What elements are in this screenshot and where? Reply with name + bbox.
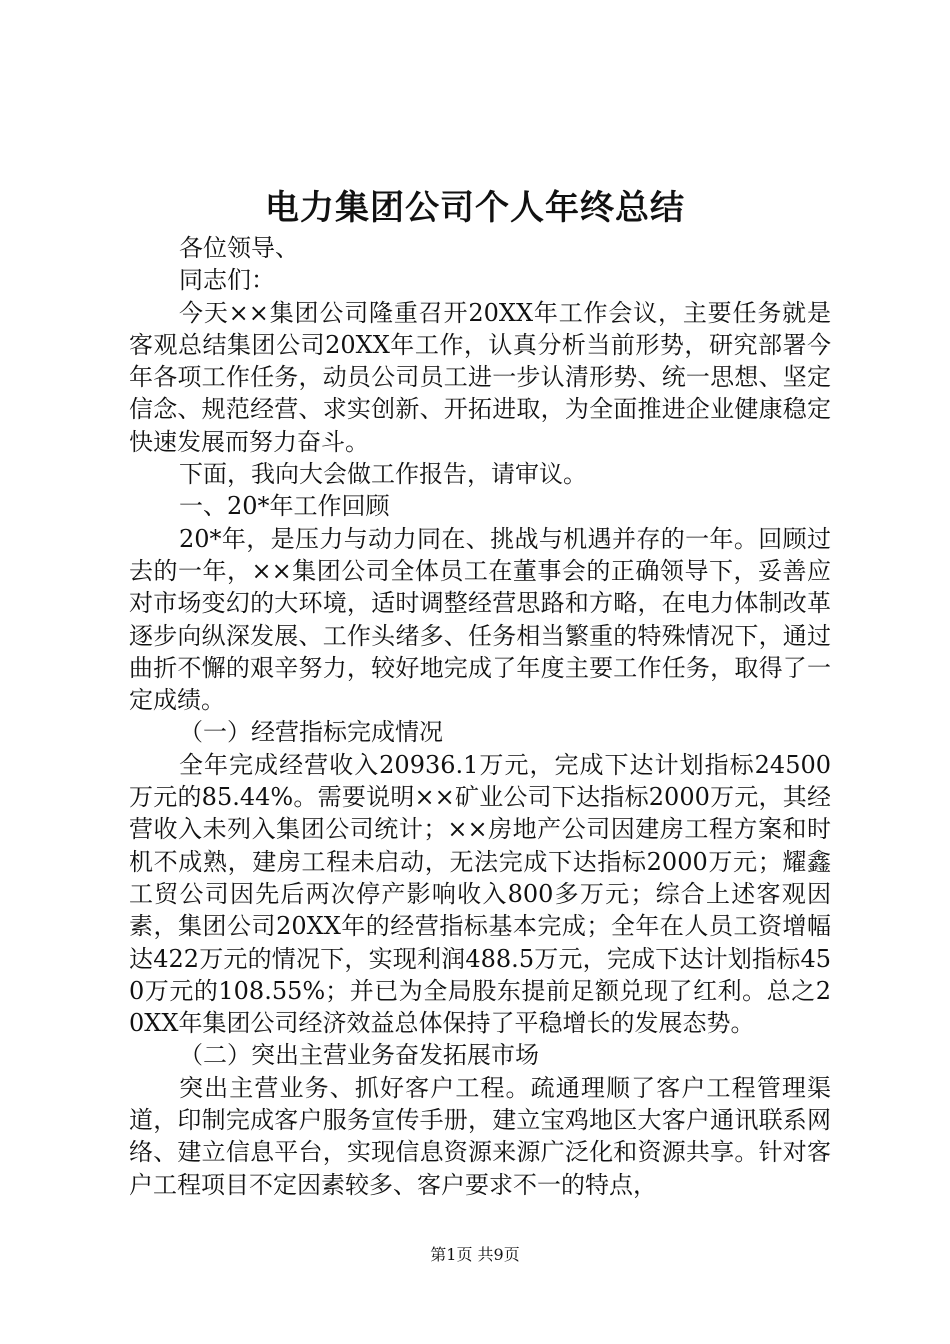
paragraph-review: 20*年，是压力与动力同在、挑战与机遇并存的一年。回顾过去的一年，××集团公司全体员工在董事会的正确领导下，妥善应对市场变幻的大环境，适时调整经营思路和方略，在电力体制改革逐步向纵深发展、工作头绪多、任务相当繁重的特殊情况下，通过曲折不懈的艰辛努力，较好地完成了年度主要工作任务，取得了一定成绩。 [129,524,831,715]
paragraph-business-indicators: 全年完成经营收入20936.1万元，完成下达计划指标24500万元的85.44%。需要说明××矿业公司下达指标2000万元，其经营收入未列入集团公司统计；××房地产公司因建房工程方案和时机不成熟，建房工程未启动，无法完成下达指标2000万元；耀鑫工贸公司因先后两次停产影响收入800多万元；综合上述客观因素，集团公司20XX年的经营指标基本完成；全年在人员工资增幅达422万元的情况下，实现利润488.5万元，完成下达计划指标450万元的108.55%；并已为全局股东提前足额兑现了红利。总之20XX年集团公司经济效益总体保持了平稳增长的发展态势。 [129,750,831,1038]
page-number: 第1页 共9页 [430,1245,520,1264]
document-body [129,232,831,1201]
subsection-heading-main-business: （二）突出主营业务奋发拓展市场 [179,1041,539,1070]
subsection-heading-business-indicators: （一）经营指标完成情况 [179,718,443,747]
paragraph-main-business: 突出主营业务、抓好客户工程。疏通理顺了客户工程管理渠道，印制完成客户服务宣传手册，建立宝鸡地区大客户通讯联系网络、建立信息平台，实现信息资源来源广泛化和资源共享。针对客户工程项目不定因素较多、客户要求不一的特点， [129,1073,831,1199]
document-title: 电力集团公司个人年终总结 [265,188,685,228]
section-heading-review: 一、20*年工作回顾 [179,492,390,521]
paragraph-report: 下面，我向大会做工作报告，请审议。 [179,460,587,489]
paragraph-intro: 今天××集团公司隆重召开20XX年工作会议，主要任务就是客观总结集团公司20XX年工作，认真分析当前形势，研究部署今年各项工作任务，动员公司员工进一步认清形势、统一思想、坚定信念、规范经营、求实创新、开拓进取，为全面推进企业健康稳定快速发展而努力奋斗。 [129,298,831,456]
salutation-line-1: 各位领导、 [179,234,299,262]
salutation-line-2: 同志们： [179,266,275,295]
